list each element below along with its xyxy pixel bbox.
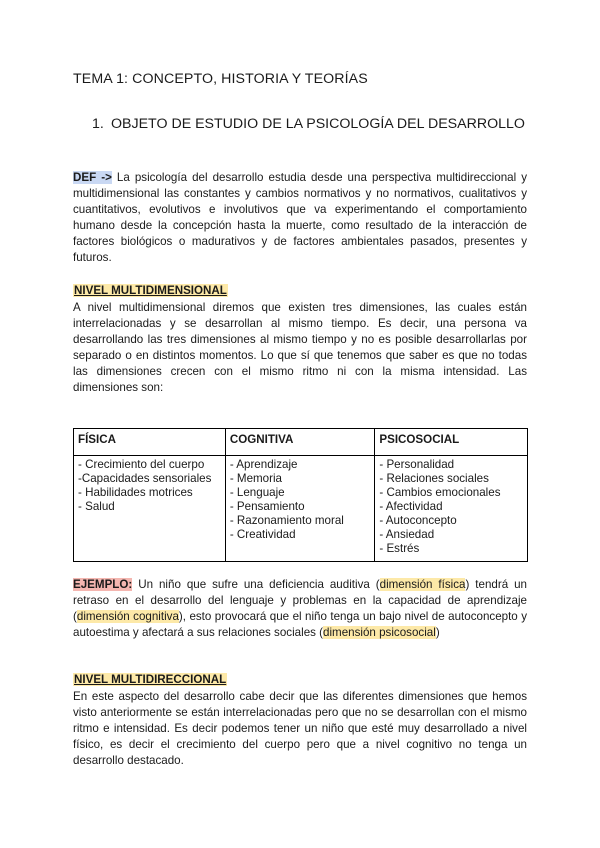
multidireccional-paragraph: En este aspecto del desarrollo cabe decir que las diferentes dimensiones que hemos visto anteriormente se están interrelacionadas pero que no se desarrollan con el mismo ritmo e intensidad. Es decir podemos tener un niño que esté muy desarrollado a nivel físico, es decir el crecimiento del cuerpo pero que a nivel cognitivo no tenga un desarrollo destacado. <box>73 690 527 768</box>
section-heading: OBJETO DE ESTUDIO DE LA PSICOLOGÍA DEL DESARROLLO <box>111 116 525 132</box>
example-text: ) tendrá un retraso en el desarrollo del lenguaje y problemas en la capacidad de aprendizaje ( <box>73 578 527 624</box>
example-text: ), esto provocará que el niño tenga un bajo nivel de autoconcepto y autoestima y afectará a sus relaciones sociales ( <box>73 610 527 640</box>
multidimensional-paragraph: A nivel multidimensional diremos que existen tres dimensiones, las cuales están interrelacionadas y se desarrollan al mismo tiempo. Es decir, una persona va desarrollando las tres dimensiones al mismo tiempo y no es posible desarrollarlas por separado o en distintos momentos. Lo que sí que tenemos que saber es que no todas las dimensiones crecen con el mismo ritmo ni con la misma intensidad. Las dimensiones son: <box>73 301 527 395</box>
cell-fisica <box>74 456 226 562</box>
list-item: - Habilidades motrices <box>78 486 193 499</box>
def-label: DEF -> <box>73 171 112 184</box>
list-item: - Salud <box>78 500 115 513</box>
cell-cognitiva <box>225 456 375 562</box>
example-text: ) <box>435 626 440 640</box>
header-cognitiva: COGNITIVA <box>225 429 375 456</box>
list-item: -Capacidades sensoriales <box>78 472 212 485</box>
list-item: - Ansiedad <box>379 528 435 541</box>
def-text: La psicología del desarrollo estudia desde una perspectiva multidireccional y multidimensional las constantes y cambios normativos y no normativos, cualitativos y cuantitativos, evolutivos e involutivos que va experimentando el comportamiento humano desde la concepción hasta la muerte, como resultado de la interacción de factores biológicos o madurativos y de factores ambientales pasados, presentes y futuros. <box>73 171 527 265</box>
list-item: - Personalidad <box>379 458 455 471</box>
table-header-row <box>74 429 528 456</box>
list-item: - Razonamiento moral <box>229 514 344 527</box>
definition-paragraph <box>73 170 527 267</box>
cell-psicosocial <box>375 456 528 562</box>
page-title: TEMA 1: CONCEPTO, HISTORIA Y TEORÍAS <box>73 71 368 87</box>
list-item: - Relaciones sociales <box>379 472 489 485</box>
list-item: - Creatividad <box>229 528 296 541</box>
section-number: 1. <box>92 116 104 132</box>
list-item: - Estrés <box>379 542 420 555</box>
list-item: - Crecimiento del cuerpo <box>78 458 205 471</box>
highlight-dimension-psicosocial: dimensión psicosocial <box>323 626 436 640</box>
highlight-dimension-fisica: dimensión física <box>379 578 466 591</box>
example-label: EJEMPLO: <box>73 578 133 591</box>
header-psicosocial: PSICOSOCIAL <box>375 429 528 456</box>
highlight-dimension-cognitiva: dimensión cognitiva <box>76 610 179 624</box>
dimensions-table <box>73 428 528 562</box>
list-item: - Afectividad <box>379 500 443 513</box>
list-item: - Pensamiento <box>229 500 305 513</box>
header-fisica: FÍSICA <box>74 429 226 456</box>
example-text: Un niño que sufre una deficiencia auditiva ( <box>132 578 380 591</box>
multidireccional-heading: NIVEL MULTIDIRECCIONAL <box>74 673 227 686</box>
list-item: - Cambios emocionales <box>379 486 501 499</box>
table-row <box>74 456 528 562</box>
list-item: - Aprendizaje <box>229 458 298 471</box>
multidimensional-heading: NIVEL MULTIDIMENSIONAL <box>74 284 227 297</box>
example-paragraph <box>73 577 527 641</box>
list-item: - Lenguaje <box>229 486 285 499</box>
list-item: - Autoconcepto <box>379 514 457 527</box>
list-item: - Memoria <box>229 472 283 485</box>
